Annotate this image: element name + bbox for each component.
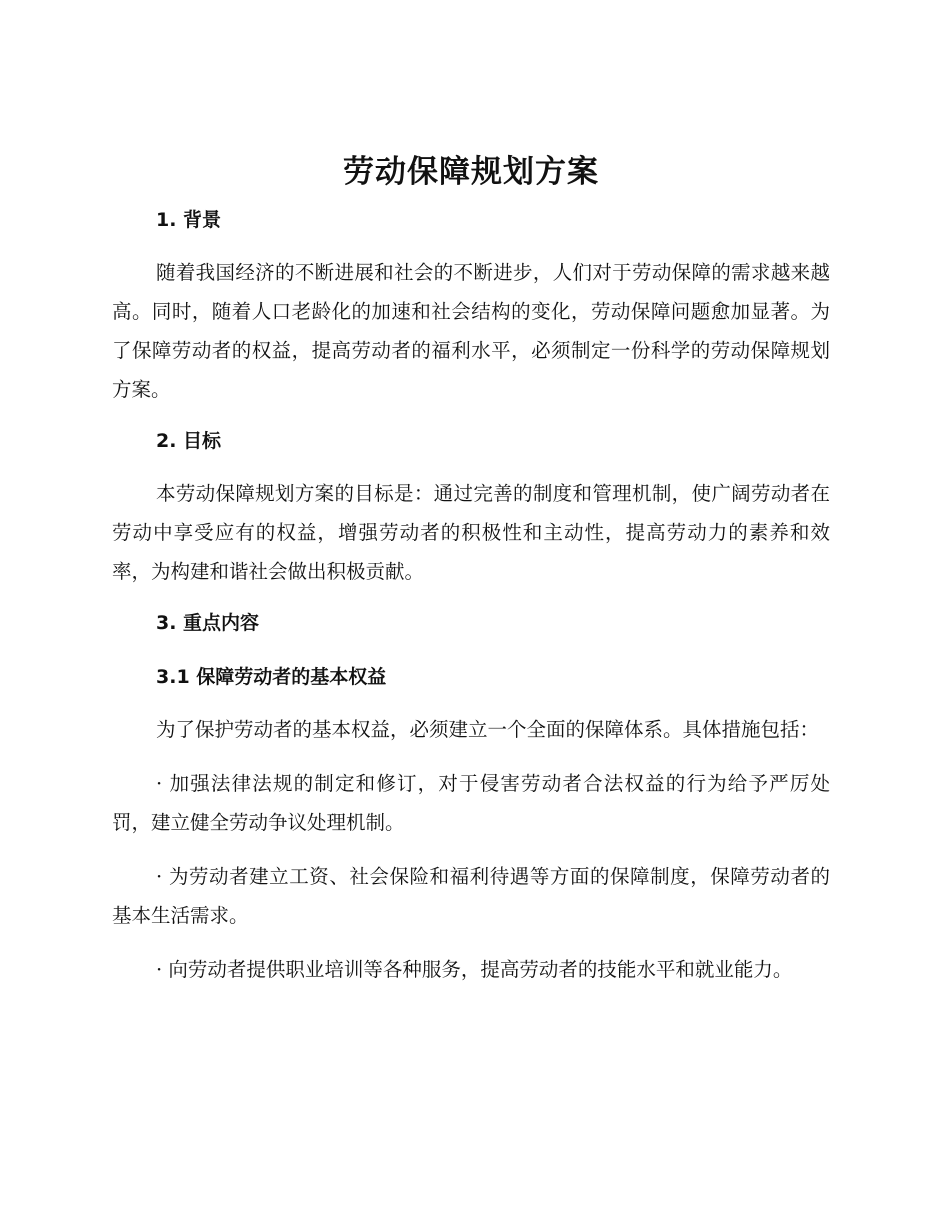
document-title: 劳动保障规划方案 bbox=[343, 154, 599, 190]
paragraph-goal: 本劳动保障规划方案的目标是：通过完善的制度和管理机制，使广阔劳动者在劳动中享受应有的权益，增强劳动者的积极性和主动性，提高劳动力的素养和效率，为构建和谐社会做出积极贡献。 bbox=[112, 482, 830, 583]
bullet-item-wages: · 为劳动者建立工资、社会保险和福利待遇等方面的保障制度，保障劳动者的基本生活需求。 bbox=[112, 865, 830, 927]
paragraph-basic-rights-intro: 为了保护劳动者的基本权益，必须建立一个全面的保障体系。具体措施包括： bbox=[156, 718, 820, 741]
bullet-item-law: · 加强法律法规的制定和修订，对于侵害劳动者合法权益的行为给予严厉处罚，建立健全劳动争议处理机制。 bbox=[112, 772, 830, 834]
paragraph-background: 随着我国经济的不断进展和社会的不断进步，人们对于劳动保障的需求越来越高。同时，随着人口老龄化的加速和社会结构的变化，劳动保障问题愈加显著。为了保障劳动者的权益，提高劳动者的福利水平，必须制定一份科学的劳动保障规划方案。 bbox=[112, 261, 830, 401]
document-body bbox=[112, 150, 830, 989]
section-heading-key-content: 3. 重点内容 bbox=[156, 612, 260, 634]
section-heading-goal: 2. 目标 bbox=[156, 430, 222, 452]
section-heading-background: 1. 背景 bbox=[156, 209, 222, 231]
subsection-heading-basic-rights: 3.1 保障劳动者的基本权益 bbox=[156, 666, 387, 688]
bullet-item-training: · 向劳动者提供职业培训等各种服务，提高劳动者的技能水平和就业能力。 bbox=[156, 958, 793, 981]
